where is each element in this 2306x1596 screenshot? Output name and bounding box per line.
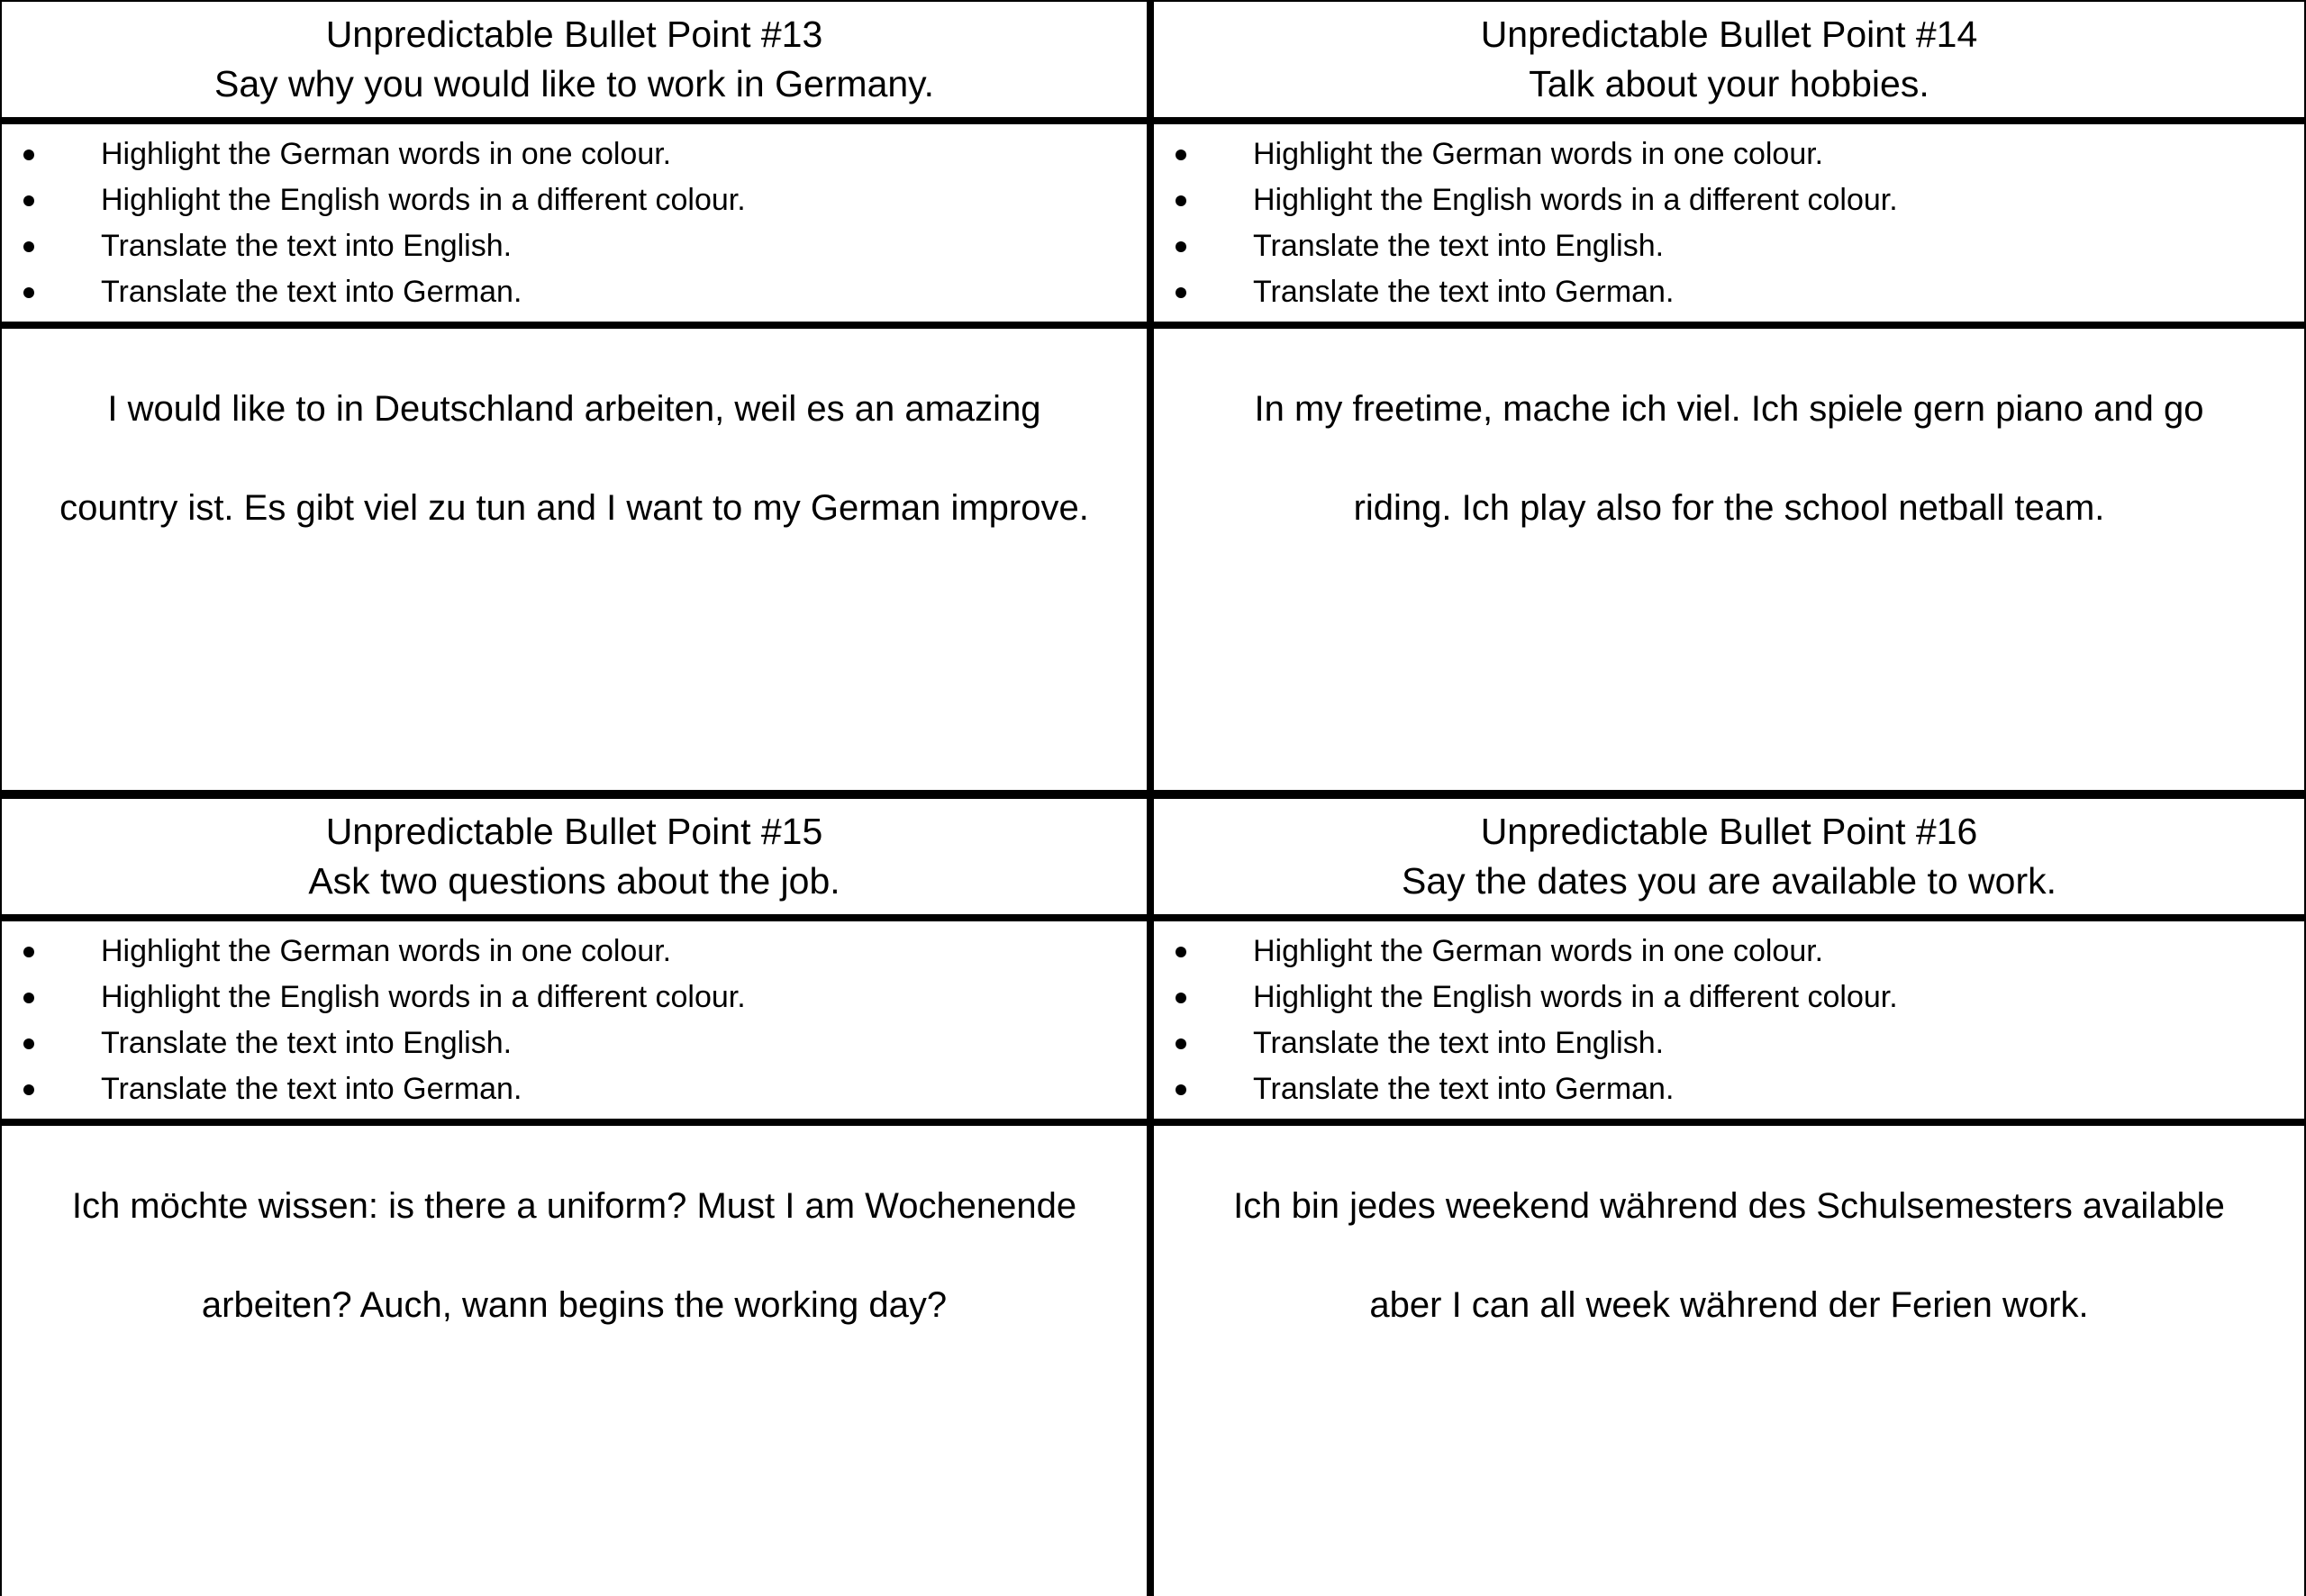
card-prompt: Talk about your hobbies.	[1529, 63, 1929, 104]
instruction-item: Highlight the English words in a different colour.	[2, 177, 1147, 223]
instructions-list	[2, 921, 1147, 1112]
instruction-item: Highlight the English words in a different colour.	[2, 975, 1147, 1020]
bullet-icon	[23, 1038, 34, 1049]
bullet-icon	[1176, 1084, 1186, 1095]
card-13	[2, 2, 1147, 790]
card-header	[2, 2, 1147, 117]
card-16	[1154, 799, 2304, 1596]
bullet-icon	[1176, 1038, 1186, 1049]
instructions-list	[1154, 124, 2304, 315]
bullet-icon	[1176, 241, 1186, 252]
text-line: country ist. Es gibt viel zu tun and I want to my German improve.	[59, 488, 1089, 528]
card-header	[2, 799, 1147, 914]
instruction-item: Highlight the English words in a different colour.	[1154, 177, 2304, 223]
card-title: Unpredictable Bullet Point #14	[1480, 14, 1978, 55]
instructions-box	[2, 921, 1147, 1119]
instruction-item: Translate the text into German.	[1154, 269, 2304, 315]
text-line: aber I can all week während der Ferien work.	[1369, 1285, 2089, 1325]
card-prompt: Say the dates you are available to work.	[1401, 860, 2057, 902]
instruction-item: Translate the text into English.	[1154, 223, 2304, 269]
text-line: In my freetime, mache ich viel. Ich spiele gern piano and go	[1254, 389, 2204, 429]
text-line: arbeiten? Auch, wann begins the working day?	[201, 1285, 948, 1325]
instruction-item: Highlight the German words in one colour.	[2, 131, 1147, 177]
card-title: Unpredictable Bullet Point #16	[1480, 811, 1978, 852]
instruction-item: Highlight the English words in a different colour.	[1154, 975, 2304, 1020]
card-14	[1154, 2, 2304, 790]
instruction-item: Translate the text into German.	[2, 1066, 1147, 1112]
text-line: Ich bin jedes weekend während des Schulsemesters available	[1233, 1186, 2225, 1226]
bullet-icon	[23, 287, 34, 298]
text-line: riding. Ich play also for the school netball team.	[1353, 488, 2105, 528]
instruction-item: Highlight the German words in one colour.	[2, 929, 1147, 975]
text-line: Ich möchte wissen: is there a uniform? Must I am Wochenende	[71, 1186, 1077, 1226]
instruction-item: Highlight the German words in one colour.	[1154, 131, 2304, 177]
instruction-item: Translate the text into English.	[1154, 1020, 2304, 1066]
instruction-item: Translate the text into English.	[2, 1020, 1147, 1066]
card-title: Unpredictable Bullet Point #13	[325, 14, 823, 55]
text-line: I would like to in Deutschland arbeiten, weil es an amazing	[107, 389, 1041, 429]
mixed-language-text	[1154, 329, 2304, 790]
bullet-icon	[1176, 287, 1186, 298]
bullet-icon	[23, 947, 34, 957]
card-title: Unpredictable Bullet Point #15	[325, 811, 823, 852]
mixed-language-text	[2, 329, 1147, 790]
bullet-icon	[23, 195, 34, 206]
instruction-item: Translate the text into German.	[1154, 1066, 2304, 1112]
instruction-item: Translate the text into English.	[2, 223, 1147, 269]
instructions-list	[2, 124, 1147, 315]
card-prompt: Say why you would like to work in Germany.	[213, 63, 935, 104]
bullet-icon	[1176, 993, 1186, 1003]
bullet-icon	[23, 993, 34, 1003]
bullet-icon	[1176, 947, 1186, 957]
mixed-language-text	[1154, 1126, 2304, 1596]
instruction-item: Highlight the German words in one colour.	[1154, 929, 2304, 975]
instructions-box	[1154, 124, 2304, 322]
bullet-icon	[23, 1084, 34, 1095]
instruction-item: Translate the text into German.	[2, 269, 1147, 315]
bullet-icon	[23, 241, 34, 252]
instructions-list	[1154, 921, 2304, 1112]
card-header	[1154, 799, 2304, 914]
bullet-icon	[1176, 150, 1186, 160]
bullet-icon	[1176, 195, 1186, 206]
mixed-language-text	[2, 1126, 1147, 1596]
instructions-box	[1154, 921, 2304, 1119]
card-15	[2, 799, 1147, 1596]
bullet-icon	[23, 150, 34, 160]
card-header	[1154, 2, 2304, 117]
instructions-box	[2, 124, 1147, 322]
card-prompt: Ask two questions about the job.	[308, 860, 840, 902]
